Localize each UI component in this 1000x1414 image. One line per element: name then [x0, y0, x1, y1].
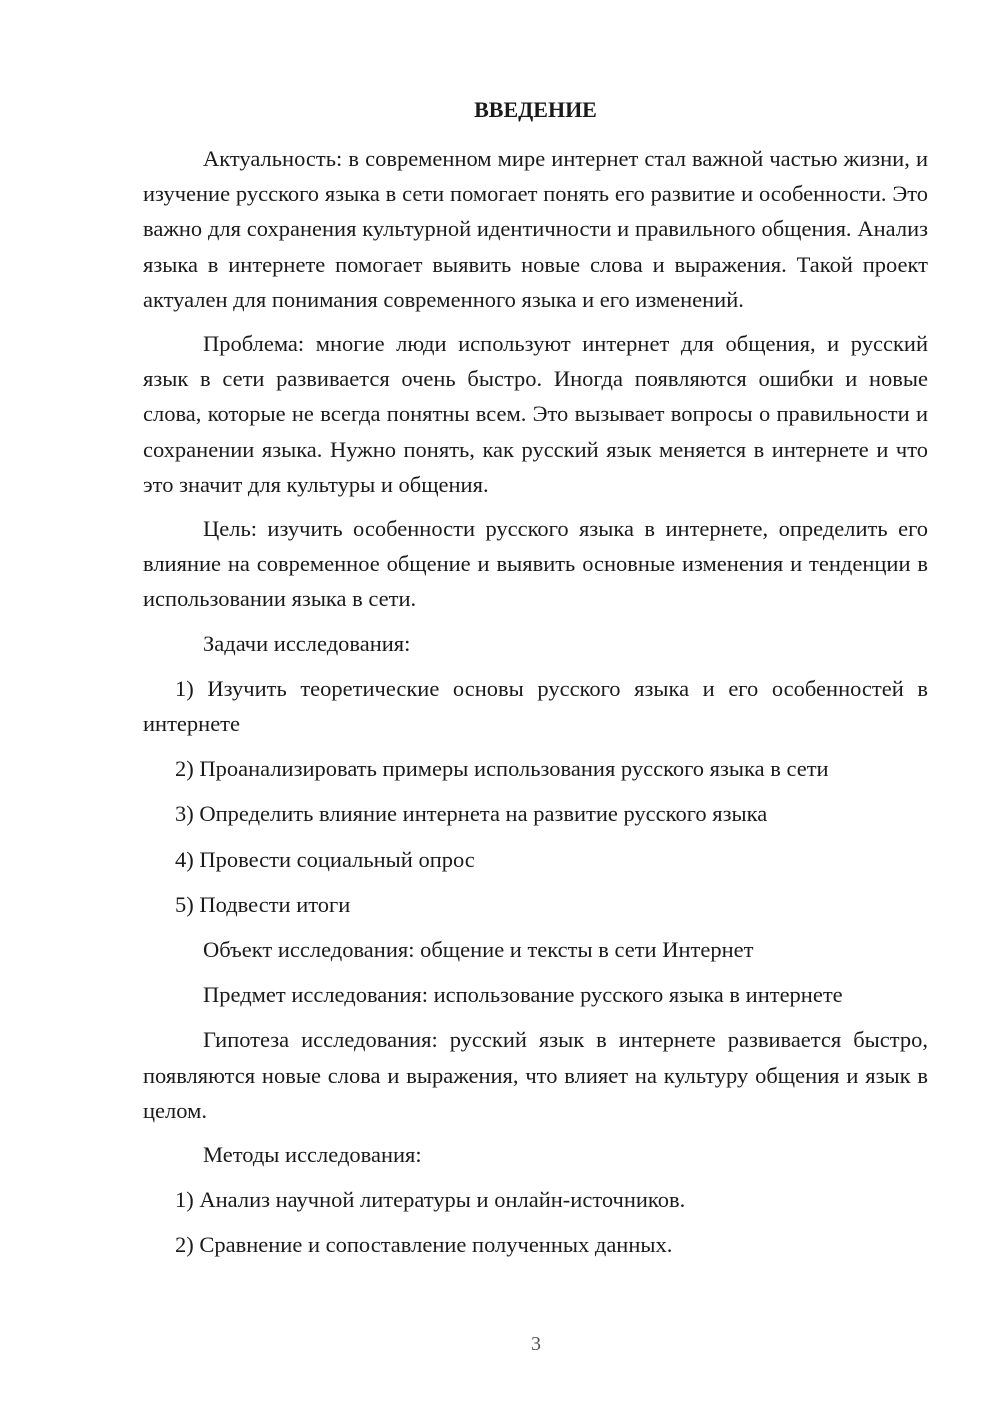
- methods-heading: Методы исследования:: [203, 1142, 422, 1168]
- subject-line: Предмет исследования: использование русского языка в интернете: [203, 982, 843, 1008]
- task-item: 5) Подвести итоги: [175, 891, 351, 917]
- document-page: [143, 95, 928, 1273]
- page-number: 3: [531, 1333, 541, 1355]
- actuality-paragraph: Актуальность: в современном мире интернет стал важной частью жизни, и изучение русского языка в сети помогает понять его развитие и особенности. Это важно для сохранения культурной идентичности и правильного общения. Анализ языка в интернете помогает выявить новые слова и выражения. Такой проект актуален для понимания современного языка и его изменений.: [143, 146, 928, 312]
- task-item: 4) Провести социальный опрос: [175, 846, 475, 872]
- task-item: 1) Изучить теоретические основы русского языка и его особенностей в интернете: [143, 675, 928, 737]
- problem-paragraph: Проблема: многие люди используют интернет для общения, и русский язык в сети развивается очень быстро. Иногда появляются ошибки и новые слова, которые не всегда понятны всем. Это вызывает вопросы о правильности и сохранении языка. Нужно понять, как русский язык меняется в интернете и что это значит для культуры и общения.: [143, 331, 928, 497]
- hypothesis-paragraph: Гипотеза исследования: русский язык в интернете развивается быстро, появляются новые слова и выражения, что влияет на культуру общения и язык в целом.: [143, 1027, 928, 1123]
- method-item: 1) Анализ научной литературы и онлайн-источников.: [175, 1187, 686, 1213]
- task-item: 3) Определить влияние интернета на развитие русского языка: [175, 801, 768, 827]
- method-item: 2) Сравнение и сопоставление полученных данных.: [175, 1232, 673, 1258]
- object-line: Объект исследования: общение и тексты в сети Интернет: [203, 937, 754, 963]
- task-item: 2) Проанализировать примеры использования русского языка в сети: [175, 756, 829, 782]
- goal-paragraph: Цель: изучить особенности русского языка в интернете, определить его влияние на современное общение и выявить основные изменения и тенденции в использовании языка в сети.: [143, 516, 928, 612]
- tasks-heading: Задачи исследования:: [203, 630, 411, 656]
- section-title: ВВЕДЕНИЕ: [474, 97, 597, 122]
